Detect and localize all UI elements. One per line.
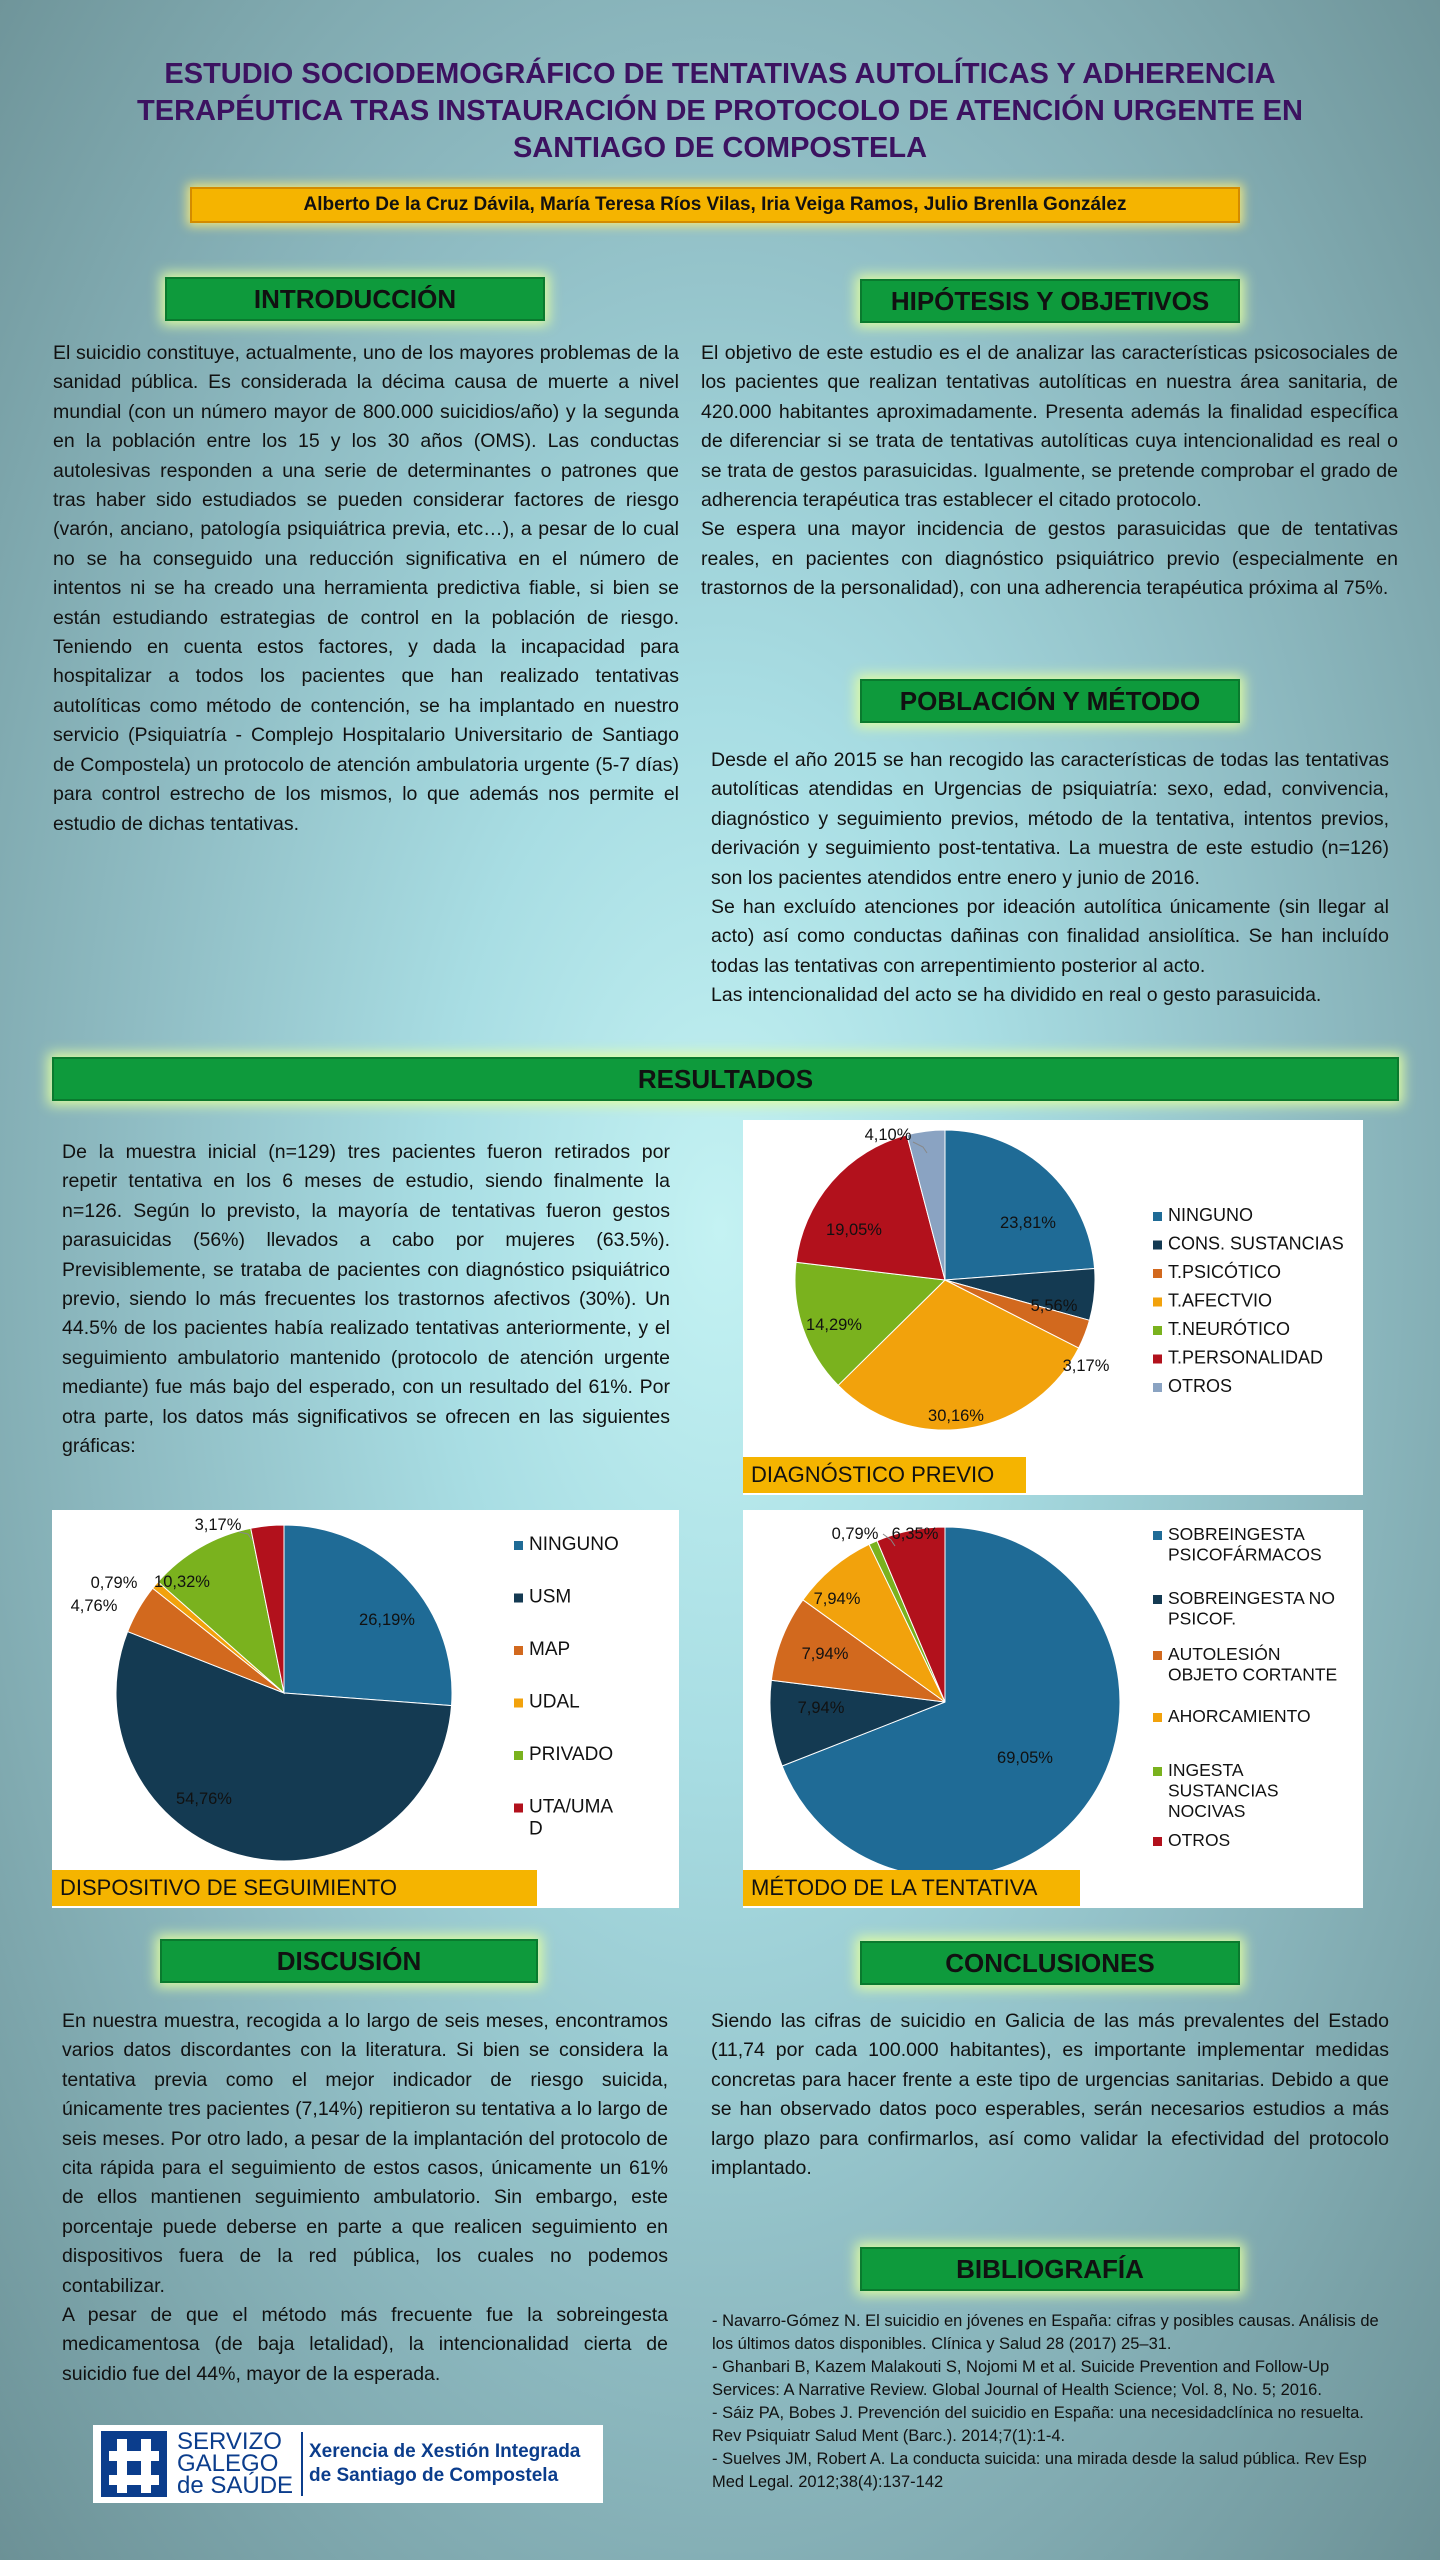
- logo-org-line: de Santiago de Compostela: [309, 2465, 559, 2486]
- data-label: 26,19%: [359, 1611, 415, 1629]
- legend-label: NINGUNO: [1168, 1205, 1253, 1225]
- reference-item: - Navarro-Gómez N. El suicidio en jóvenes en España: cifras y posibles causas. Análisis de los últimos datos disponibles. Clínica y Salud 28 (2017) 25–31.: [712, 2312, 1379, 2353]
- pie-slice: [945, 1130, 1095, 1280]
- reference-item: - Sáiz PA, Bobes J. Prevención del suicidio en España: una necesidadclínica no resuelta. Rev Psiquiatr Salud Ment (Barc.). 2014;7(1):1-4.: [712, 2404, 1364, 2445]
- bibliography-list: [712, 2310, 1394, 2494]
- conclusions-heading: CONCLUSIONES: [860, 1941, 1240, 1985]
- legend-label: PRIVADO: [529, 1744, 614, 1765]
- data-label: 4,10%: [864, 1126, 912, 1144]
- legend-swatch: [1153, 1767, 1162, 1776]
- conclusions-paragraph: Siendo las cifras de suicidio en Galicia de las más prevalentes del Estado (11,74 por cada 100.000 habitantes), es importante implementar medidas concretas para hacer frente a este tipo de urgencias sanitarias. Debido a que se han observado datos poco esperables, serán necesarios estudios a más largo plazo para confirmarlos, así como validar la efectividad del protocolo implantado.: [711, 2010, 1389, 2180]
- data-label: 6,35%: [891, 1525, 939, 1543]
- chart-card-diagnostico: [743, 1120, 1363, 1495]
- data-label: 7,94%: [801, 1645, 849, 1663]
- legend-label: NOCIVAS: [1168, 1801, 1246, 1821]
- legend-label: OBJETO CORTANTE: [1168, 1664, 1338, 1685]
- legend-label: MAP: [529, 1639, 571, 1660]
- legend-label: AHORCAMIENTO: [1168, 1706, 1311, 1726]
- legend-label: PSICOF.: [1168, 1608, 1237, 1629]
- logo-organization: [309, 2440, 580, 2488]
- data-label: 14,29%: [806, 1316, 862, 1334]
- data-label: 10,32%: [154, 1573, 210, 1591]
- poster-title: ESTUDIO SOCIODEMOGRÁFICO DE TENTATIVAS AUTOLÍTICAS Y ADHERENCIA TERAPÉUTICA TRAS INSTAURACIÓN DE PROTOCOLO DE ATENCIÓN URGENTE EN SANTIAGO DE COMPOSTELA: [137, 58, 1303, 164]
- legend-swatch: [514, 1751, 523, 1760]
- data-label: 7,94%: [797, 1699, 845, 1717]
- data-label: 30,16%: [928, 1407, 984, 1425]
- legend-label: USM: [529, 1586, 572, 1608]
- discussion-heading: DISCUSIÓN: [160, 1939, 538, 1983]
- method-heading: POBLACIÓN Y MÉTODO: [860, 679, 1240, 723]
- logo-org-line: Xerencia de Xestión Integrada: [309, 2441, 581, 2462]
- data-label: 19,05%: [826, 1221, 882, 1239]
- legend-swatch: [1153, 1713, 1162, 1722]
- legend-swatch: [514, 1699, 523, 1708]
- discussion-text: [62, 2007, 668, 2389]
- legend-swatch: [514, 1541, 523, 1550]
- data-label: 69,05%: [997, 1749, 1053, 1767]
- data-label: 0,79%: [90, 1574, 138, 1592]
- pie-chart-diagnostico: [743, 1120, 1363, 1495]
- legend-swatch: [1153, 1326, 1162, 1335]
- intro-heading: INTRODUCCIÓN: [165, 277, 545, 321]
- legend-label: T.PERSONALIDAD: [1168, 1347, 1324, 1368]
- chart-card-metodo: [743, 1510, 1363, 1908]
- legend-swatch: [1153, 1651, 1162, 1660]
- legend-swatch: [1153, 1837, 1162, 1846]
- results-paragraph: De la muestra inicial (n=129) tres pacientes fueron retirados por repetir tentativa en los 6 meses de estudio, siendo finalmente la n=126. Según lo previsto, la mayoría de tentativas fueron gestos parasuicidas (56%) llevados a cabo por mujeres (63.5%). Previsiblemente, se trataba de pacientes con diagnóstico psiquiátrico previo, siendo lo más frecuentes los trastornos afectivos (30%). Un 44.5% de los pacientes había realizado tentativas anteriormente, y el seguimiento ambulatorio mantenido (protocolo de atención urgente mediante) fue más bajo del esperado, con un resultado del 61%. Por otra parte, los datos más significativos se ofrecen en las siguientes gráficas:: [62, 1141, 670, 1458]
- pie-chart-metodo: [743, 1510, 1363, 1908]
- method-paragraph-1: Desde el año 2015 se han recogido las características de todas las tentativas autolíticas atendidas en Urgencias de psiquiatría: sexo, edad, convivencia, diagnóstico y seguimiento previos, método de la tentativa, intentos previos, derivación y seguimiento post-tentativa. La muestra de este estudio (n=126) son los pacientes atendidos entre enero y junio de 2016.: [711, 749, 1389, 889]
- legend-swatch: [514, 1646, 523, 1655]
- legend-swatch: [514, 1594, 523, 1603]
- intro-paragraph: El suicidio constituye, actualmente, uno de los mayores problemas de la sanidad pública. Es considerada la décima causa de muerte a nivel mundial (con un número mayor de 800.000 suicidios/año) y la segunda en la población entre los 15 y los 30 años (OMS). Las conductas autolesivas responden a una serie de determinantes o patrones que tras haber sido estudiados se pueden considerar factores de riesgo (varón, anciano, patología psiquiátrica previa, etc…), a pesar de lo cual no se ha conseguido una reducción significativa en el número de intentos ni se ha creado una herramienta predictiva fiable, si bien se están estudiando estrategias de control en la población de riesgo. Teniendo en cuenta estos factores, y dada la incapacidad para hospitalizar a todos los pacientes que han realizado tentativas autolíticas como método de contención, se ha implantado en nuestro servicio (Psiquiatría - Complejo Hospitalario Universitario de Santiago de Compostela) un protocolo de atención ambulatoria urgente (5-7 días) para control estrecho de los mismos, lo que además nos permite el estudio de dichas tentativas.: [53, 342, 679, 835]
- logo-line: GALEGO: [177, 2450, 279, 2477]
- data-label: 0,79%: [831, 1525, 879, 1543]
- legend-swatch: [1153, 1355, 1162, 1364]
- results-text: [62, 1138, 670, 1461]
- legend-label: OTROS: [1168, 1830, 1231, 1850]
- legend-label: INGESTA: [1168, 1760, 1244, 1780]
- legend-label: T.AFECTVIO: [1168, 1290, 1273, 1311]
- pie-chart-dispositivo: [52, 1510, 679, 1908]
- data-label: 3,17%: [1062, 1357, 1110, 1375]
- legend-swatch: [1153, 1595, 1162, 1604]
- chart-label-metodo: MÉTODO DE LA TENTATIVA: [743, 1870, 1080, 1906]
- method-paragraph-3: Las intencionalidad del acto se ha dividido en real o gesto parasuicida.: [711, 984, 1322, 1007]
- hypothesis-paragraph-2: Se espera una mayor incidencia de gestos parasuicidas que de tentativas reales, en pacientes con diagnóstico psiquiátrico previo (especialmente en trastornos de la personalidad), con una adherencia terapéutica próxima al 75%.: [701, 518, 1398, 600]
- intro-text: [53, 339, 679, 839]
- data-label: 4,76%: [70, 1597, 118, 1615]
- hypothesis-heading: HIPÓTESIS Y OBJETIVOS: [860, 279, 1240, 323]
- data-label: 7,94%: [813, 1590, 861, 1608]
- legend-swatch: [1153, 1241, 1162, 1250]
- legend-label: CONS. SUSTANCIAS: [1168, 1233, 1344, 1254]
- legend-label: T.PSICÓTICO: [1168, 1262, 1282, 1282]
- logo-line: de SAÚDE: [177, 2472, 294, 2499]
- method-paragraph-2: Se han excluído atenciones por ideación autolítica únicamente (sin llegar al acto) así como conductas dañinas con finalidad ansiolítica. Se han incluído todas las tentativas con arrepentimiento posterior al acto.: [711, 896, 1389, 977]
- legend-swatch: [1153, 1269, 1162, 1278]
- legend-swatch: [1153, 1383, 1162, 1392]
- results-heading: RESULTADOS: [52, 1057, 1399, 1101]
- chart-label-diagnostico: DIAGNÓSTICO PREVIO: [743, 1457, 1026, 1493]
- hypothesis-paragraph-1: El objetivo de este estudio es el de analizar las características psicosociales de los pacientes que realizan tentativas autolíticas en nuestra área sanitaria, de 420.000 habitantes aproximadamente. Presenta además la finalidad específica de diferenciar si se trata de tentativas autolíticas cuya intencionalidad es real o se trata de gestos parasuicidas. Igualmente, se pretende comprobar el grado de adherencia terapéutica tras establecer el citado protocolo.: [701, 342, 1398, 512]
- legend-label: D: [529, 1818, 543, 1840]
- discussion-paragraph-1: En nuestra muestra, recogida a lo largo de seis meses, encontramos varios datos discordantes con la literatura. Si bien se considera la tentativa previa como el mejor indicador de riesgo suicida, únicamente tres pacientes (7,14%) repitieron su tentativa a lo largo de seis meses. Por otro lado, a pesar de la implantación del protocolo de cita rápida para el seguimiento de estos casos, únicamente un 61% de ellos mantienen seguimiento ambulatorio. Sin embargo, este porcentaje puede deberse en parte a que realicen seguimiento en dispositivos fuera de la red pública, los cuales no podemos contabilizar.: [62, 2010, 668, 2297]
- legend-label: UDAL: [529, 1691, 580, 1713]
- legend-swatch: [1153, 1298, 1162, 1307]
- discussion-paragraph-2: A pesar de que el método más frecuente fue la sobreingesta medicamentosa (de baja letalidad), la intencionalidad cierta de suicidio fue del 44%, mayor de la esperada.: [62, 2304, 668, 2385]
- legend-label: UTA/UMA: [529, 1796, 614, 1818]
- sergas-wordmark: [177, 2428, 295, 2499]
- legend-label: OTROS: [1168, 1376, 1233, 1396]
- legend-swatch: [1153, 1212, 1162, 1221]
- bibliography-heading: BIBLIOGRAFÍA: [860, 2247, 1240, 2291]
- authors-banner: Alberto De la Cruz Dávila, María Teresa Ríos Vilas, Iria Veiga Ramos, Julio Brenlla González: [190, 187, 1240, 223]
- data-label: 3,17%: [194, 1516, 242, 1534]
- chart-card-dispositivo: [52, 1510, 679, 1908]
- legend-label: SOBREINGESTA NO: [1168, 1588, 1335, 1608]
- legend-swatch: [1153, 1531, 1162, 1540]
- legend-label: SUSTANCIAS: [1168, 1780, 1279, 1801]
- logo-divider: [301, 2432, 303, 2496]
- legend-label: AUTOLESIÓN: [1168, 1644, 1281, 1664]
- hypothesis-text: [701, 339, 1398, 604]
- reference-item: - Ghanbari B, Kazem Malakouti S, Nojomi M et al. Suicide Prevention and Follow-Up Services: A Narrative Review. Global Journal of Health Science; Vol. 8, No. 5; 2016.: [712, 2358, 1330, 2399]
- legend-label: SOBREINGESTA: [1168, 1524, 1305, 1544]
- chart-label-dispositivo: DISPOSITIVO DE SEGUIMIENTO: [52, 1870, 537, 1906]
- legend-label: T.NEURÓTICO: [1168, 1319, 1291, 1339]
- reference-item: - Suelves JM, Robert A. La conducta suicida: una mirada desde la salud pública. Rev Esp Med Legal. 2012;38(4):137-142: [712, 2450, 1367, 2491]
- data-label: 54,76%: [176, 1790, 232, 1808]
- legend-label: NINGUNO: [529, 1534, 619, 1555]
- sergas-logo: [93, 2425, 603, 2503]
- data-label: 23,81%: [1000, 1214, 1056, 1232]
- method-text: [711, 746, 1389, 1011]
- legend-label: PSICOFÁRMACOS: [1168, 1544, 1322, 1565]
- legend-swatch: [514, 1804, 523, 1813]
- logo-line: SERVIZO: [177, 2428, 282, 2455]
- data-label: 5,56%: [1030, 1297, 1078, 1315]
- sergas-emblem-icon: [99, 2429, 169, 2499]
- conclusions-text: [711, 2007, 1389, 2183]
